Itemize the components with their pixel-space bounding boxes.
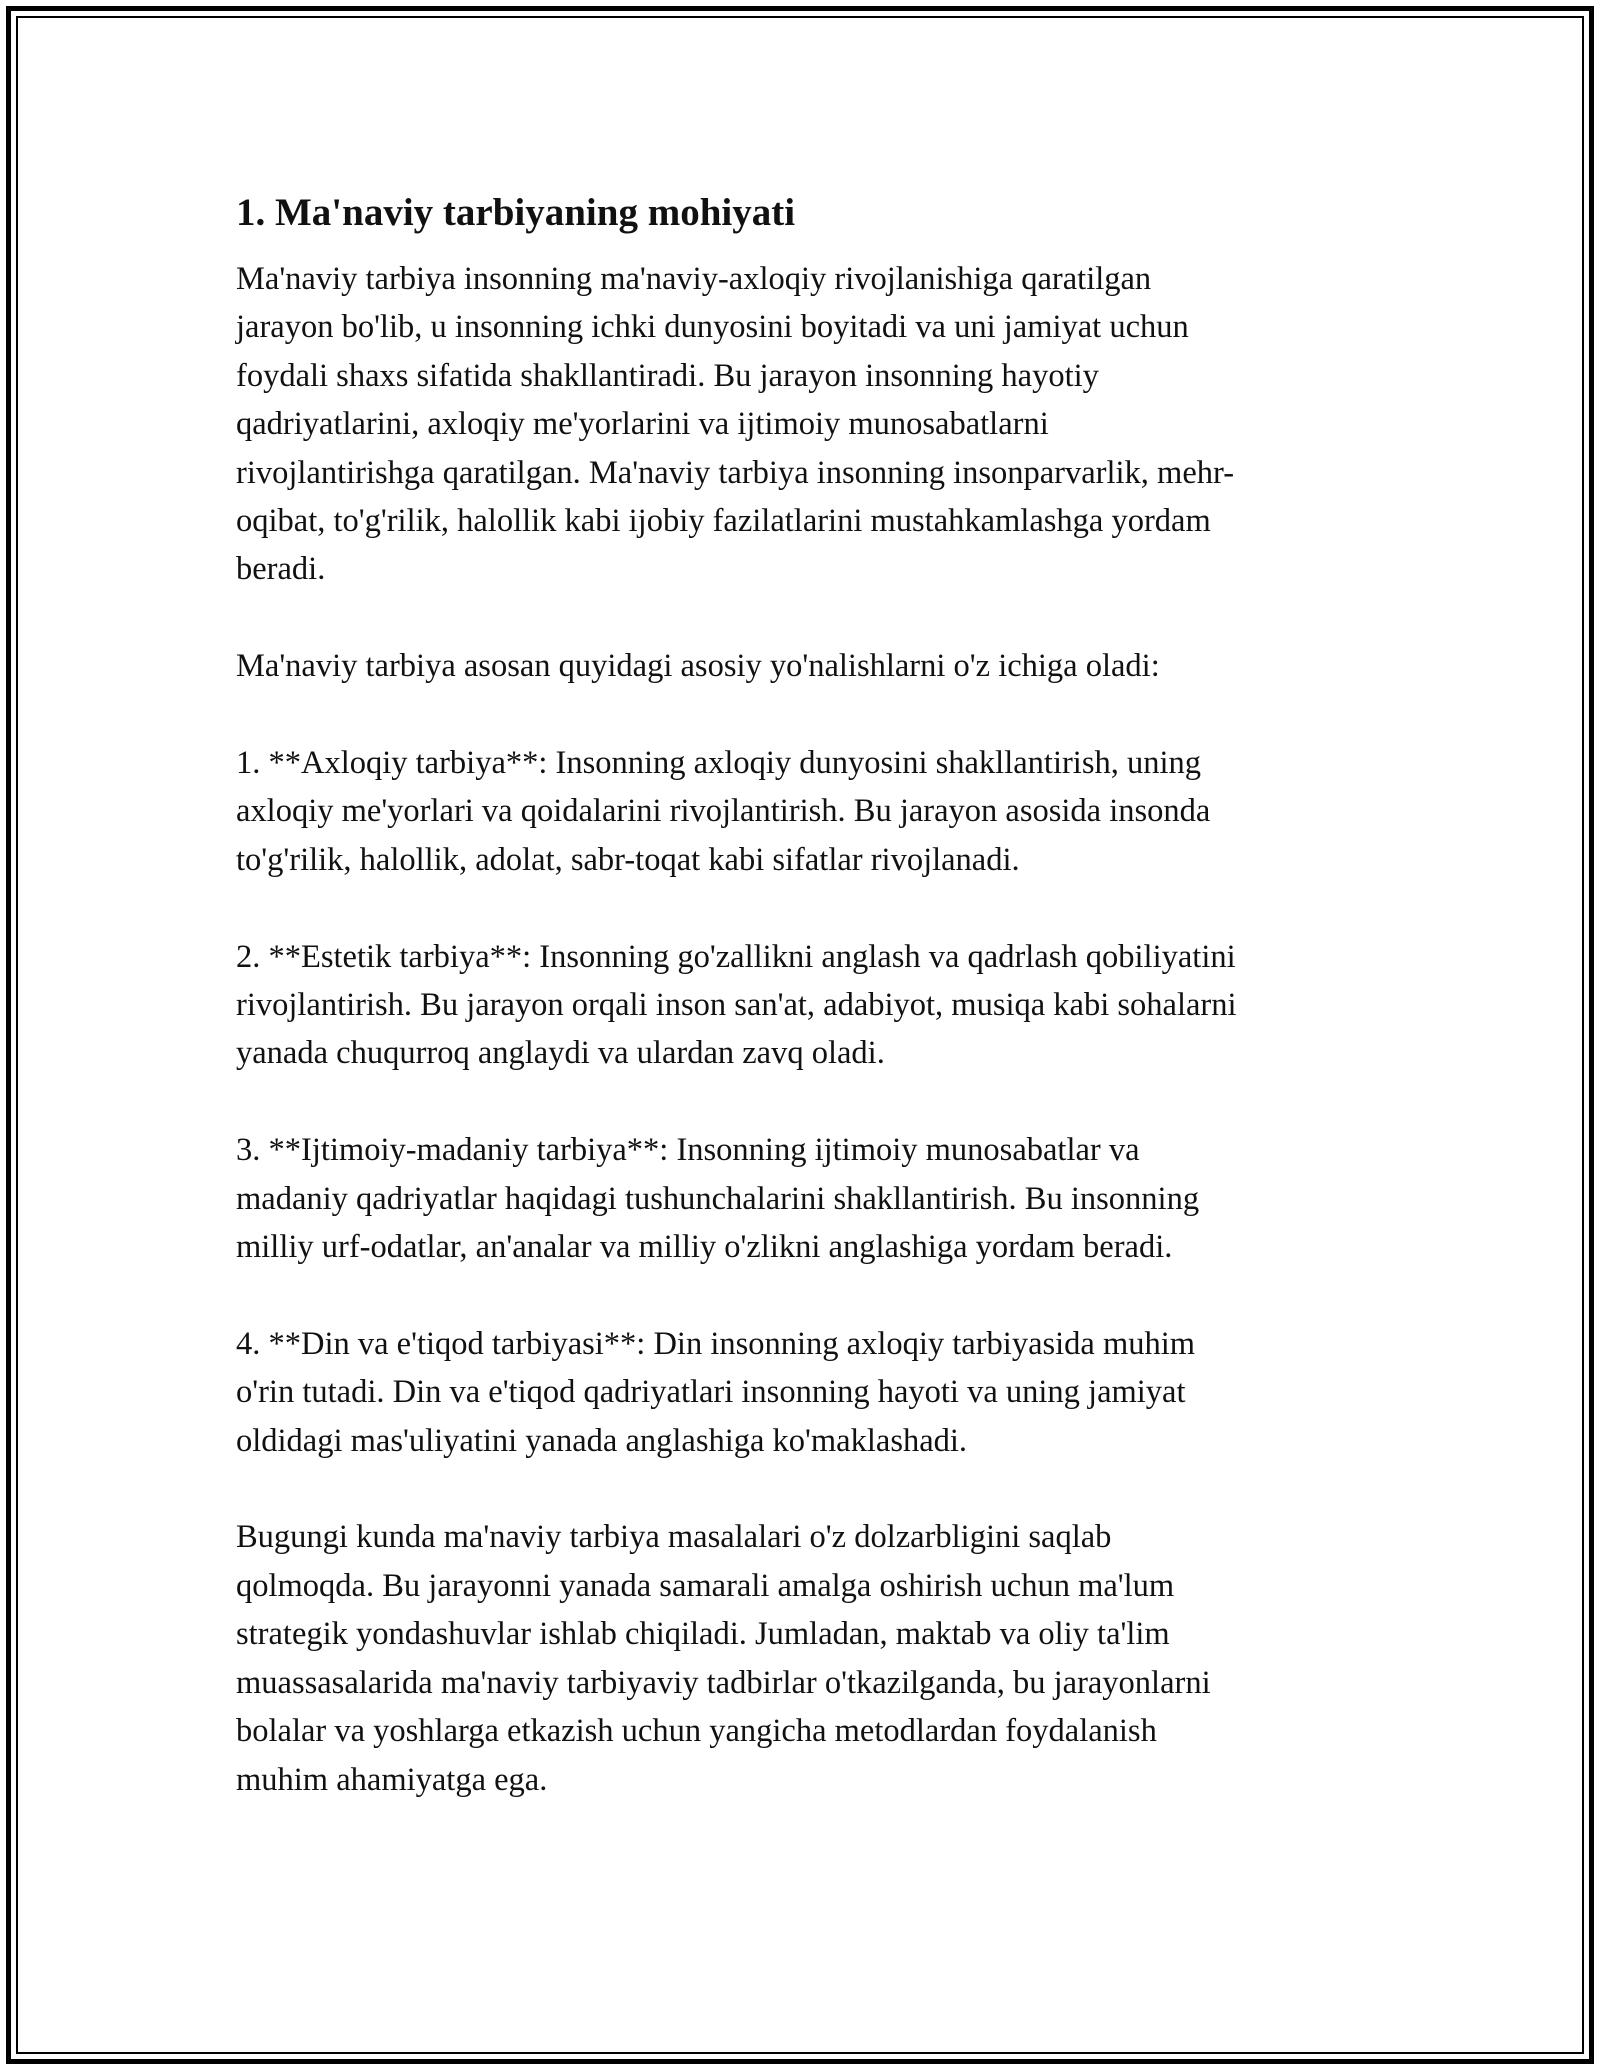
paragraph-spacer: [236, 594, 1376, 642]
document-body: [236, 183, 1376, 1804]
paragraph-spacer: [236, 1078, 1376, 1126]
paragraph-spacer: [236, 884, 1376, 932]
directions-intro-paragraph: Ma'naviy tarbiya asosan quyidagi asosiy yo'nalishlarni o'z ichiga oladi:: [236, 648, 1160, 685]
list-item-religious-education: 4. **Din va e'tiqod tarbiyasi**: Din insonning axloqiy tarbiyasida muhim o'rin tutadi. Din va e'tiqod qadriyatlari insonning hayoti va uning jamiyat oldidagi mas'uliyatini yanada anglashiga ko'maklashadi.: [236, 1325, 1196, 1459]
paragraph-spacer: [236, 1465, 1376, 1513]
conclusion-paragraph: Bugungi kunda ma'naviy tarbiya masalalari o'z dolzarbligini saqlab qolmoqda. Bu jarayonni yanada samarali amalga oshirish uchun ma'lum strategik yondashuvlar ishlab chiqiladi. Jumladan, maktab va oliy ta'lim muassasalarida ma'naviy tarbiyaviy tadbirlar o'tkazilganda, bu jarayonlarni bolalar va yoshlarga etkazish uchun yangicha metodlardan foydalanish muhim ahamiyatga ega.: [236, 1519, 1211, 1798]
list-item-aesthetic-education: 2. **Estetik tarbiya**: Insonning go'zallikni anglash va qadrlash qobiliyatini rivojlantirish. Bu jarayon orqali inson san'at, adabiyot, musiqa kabi sohalarni yanada chuqurroq anglaydi va ulardan zavq oladi.: [236, 938, 1237, 1072]
paragraph-spacer: [236, 691, 1376, 739]
section-heading: 1. Ma'naviy tarbiyaning mohiyati: [236, 191, 796, 234]
paragraph-spacer: [236, 1271, 1376, 1319]
list-item-socio-cultural-education: 3. **Ijtimoiy-madaniy tarbiya**: Insonning ijtimoiy munosabatlar va madaniy qadriyatlar haqidagi tushunchalarini shakllantirish. Bu insonning milliy urf-odatlar, an'analar va milliy o'zlikni anglashiga yordam beradi.: [236, 1132, 1200, 1266]
intro-paragraph: Ma'naviy tarbiya insonning ma'naviy-axloqiy rivojlanishiga qaratilgan jarayon bo'lib, u insonning ichki dunyosini boyitadi va uni jamiyat uchun foydali shaxs sifatida shakllantiradi. Bu jarayon insonning hayotiy qadriyatlarini, axloqiy me'yorlarini va ijtimoiy munosabatlarni rivojlantirishga qaratilgan. Ma'naviy tarbiya insonning insonparvarlik, mehr- oqibat, to'g'rilik, halollik kabi ijobiy fazilatlarini mustahkamlashga yordam beradi.: [236, 261, 1235, 588]
list-item-moral-education: 1. **Axloqiy tarbiya**: Insonning axloqiy dunyosini shakllantirish, uning axloqiy me'yorlari va qoidalarini rivojlantirish. Bu jarayon asosida insonda to'g'rilik, halollik, adolat, sabr-toqat kabi sifatlar rivojlanadi.: [236, 745, 1211, 878]
